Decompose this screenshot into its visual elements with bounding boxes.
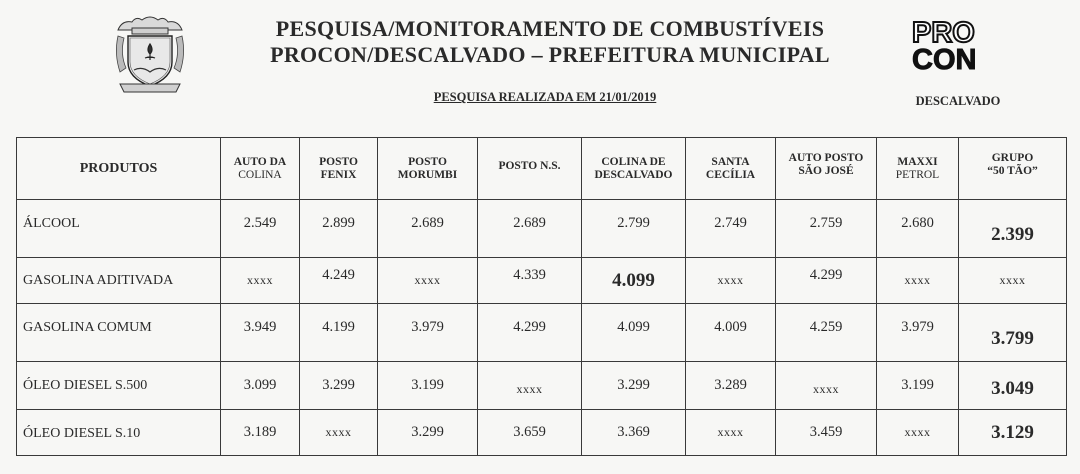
price-cell: 4.299 [776, 258, 877, 304]
price-cell: 4.259 [776, 304, 877, 362]
price-cell-lowest: 2.399 [959, 200, 1067, 258]
price-cell: 3.979 [378, 304, 478, 362]
price-cell: 2.759 [776, 200, 877, 258]
municipal-coat-of-arms [112, 14, 188, 98]
price-cell-lowest: 4.099 [582, 258, 686, 304]
price-cell: 3.299 [300, 362, 378, 410]
table-row [17, 258, 1067, 304]
procon-logo [912, 17, 1002, 76]
price-cell: xxxx [221, 258, 300, 304]
procon-city: DESCALVADO [915, 94, 1001, 108]
price-cell: 2.680 [877, 200, 959, 258]
price-cell: 2.549 [221, 200, 300, 258]
title-line-1: PESQUISA/MONITORAMENTO DE COMBUSTÍVEIS [275, 16, 825, 41]
product-name: ÓLEO DIESEL S.500 [17, 362, 221, 410]
price-cell: xxxx [959, 258, 1067, 304]
price-cell: xxxx [776, 362, 877, 410]
header-station: COLINA DE DESCALVADO [582, 138, 686, 200]
price-cell: 3.199 [877, 362, 959, 410]
price-cell: 4.249 [300, 258, 378, 304]
price-cell: 4.199 [300, 304, 378, 362]
price-cell: 3.299 [378, 410, 478, 456]
header-station: AUTO DA COLINA [221, 138, 300, 200]
price-cell: 4.339 [478, 258, 582, 304]
price-cell: 3.459 [776, 410, 877, 456]
price-cell: 3.659 [478, 410, 582, 456]
price-cell: 3.199 [378, 362, 478, 410]
price-cell: xxxx [478, 362, 582, 410]
header-station: GRUPO “50 TÃO” [959, 138, 1067, 200]
price-cell-lowest: 3.049 [959, 362, 1067, 410]
price-cell: 2.799 [582, 200, 686, 258]
price-cell: xxxx [877, 410, 959, 456]
product-name: GASOLINA COMUM [17, 304, 221, 362]
price-cell: 3.299 [582, 362, 686, 410]
table-row [17, 304, 1067, 362]
price-cell: 2.899 [300, 200, 378, 258]
price-cell: 4.099 [582, 304, 686, 362]
price-cell: 3.289 [686, 362, 776, 410]
price-cell: xxxx [300, 410, 378, 456]
title-line-2: PROCON/DESCALVADO – PREFEITURA MUNICIPAL [270, 42, 830, 67]
price-cell: xxxx [378, 258, 478, 304]
price-cell-lowest: 3.129 [959, 410, 1067, 456]
table-header-row [17, 138, 1067, 200]
header-products: PRODUTOS [17, 138, 221, 200]
price-cell: 3.949 [221, 304, 300, 362]
price-cell: 4.009 [686, 304, 776, 362]
header-station: AUTO POSTO SÃO JOSÉ [776, 138, 877, 200]
price-cell: 3.189 [221, 410, 300, 456]
document-title [210, 16, 890, 68]
price-cell: 3.979 [877, 304, 959, 362]
price-cell: 4.299 [478, 304, 582, 362]
price-cell: xxxx [686, 258, 776, 304]
table-row [17, 200, 1067, 258]
table-row [17, 410, 1067, 456]
table-row [17, 362, 1067, 410]
product-name: ÓLEO DIESEL S.10 [17, 410, 221, 456]
header-station: POSTO FENIX [300, 138, 378, 200]
price-cell: xxxx [686, 410, 776, 456]
coat-of-arms-icon [112, 14, 188, 98]
product-name: ÁLCOOL [17, 200, 221, 258]
procon-logo-line2: CON [912, 44, 977, 76]
price-cell-lowest: 3.799 [959, 304, 1067, 362]
header-station: POSTO MORUMBI [378, 138, 478, 200]
fuel-price-table [16, 137, 1067, 456]
price-cell: 2.749 [686, 200, 776, 258]
product-name: GASOLINA ADITIVADA [17, 258, 221, 304]
procon-logo-line1: PRO [912, 17, 975, 49]
price-cell: 3.369 [582, 410, 686, 456]
survey-date: PESQUISA REALIZADA EM 21/01/2019 [433, 90, 657, 104]
price-cell: 3.099 [221, 362, 300, 410]
header-station: POSTO N.S. [478, 138, 582, 200]
header-station: SANTA CECÍLIA [686, 138, 776, 200]
price-cell: 2.689 [478, 200, 582, 258]
price-cell: xxxx [877, 258, 959, 304]
price-cell: 2.689 [378, 200, 478, 258]
header-station: MAXXI PETROL [877, 138, 959, 200]
